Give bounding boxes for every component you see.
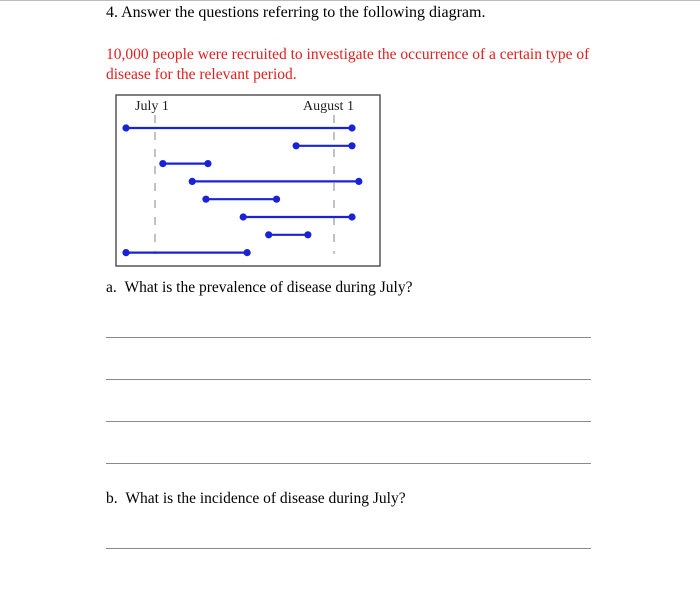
episode-end-dot [244, 249, 251, 256]
episode-end-dot [348, 142, 355, 149]
part-a-text: What is the prevalence of disease during July? [124, 279, 413, 296]
episode-start-dot [159, 160, 166, 167]
part-b-label: b. [106, 490, 118, 507]
part-b-text: What is the incidence of disease during July? [125, 490, 406, 507]
episode-start-dot [240, 213, 247, 220]
part-b-question [106, 490, 406, 508]
answer-line-a2 [106, 379, 591, 380]
question-heading: 4. Answer the questions referring to the following diagram. [106, 4, 486, 21]
episode-end-dot [348, 124, 355, 131]
top-rule [0, 0, 700, 1]
episode-end-dot [355, 178, 362, 185]
part-a-label: a. [106, 279, 117, 296]
episode-start-dot [293, 142, 300, 149]
question-intro: 10,000 people were recruited to investigate the occurrence of a certain type of disease for the relevant period. [106, 46, 590, 83]
episode-end-dot [304, 231, 311, 238]
episode-end-dot [273, 196, 280, 203]
july-1-label: July 1 [135, 99, 169, 114]
episode-end-dot [348, 213, 355, 220]
episode-start-dot [122, 124, 129, 131]
part-a-question [106, 279, 412, 297]
august-1-label: August 1 [303, 99, 354, 114]
episode-start-dot [122, 249, 129, 256]
disease-timeline-diagram [115, 94, 381, 267]
episode-start-dot [265, 231, 272, 238]
answer-line-b1 [106, 548, 591, 549]
answer-line-a1 [106, 337, 591, 338]
answer-line-a4 [106, 463, 591, 464]
episode-start-dot [189, 178, 196, 185]
episode-end-dot [204, 160, 211, 167]
episode-start-dot [202, 196, 209, 203]
answer-line-a3 [106, 421, 591, 422]
